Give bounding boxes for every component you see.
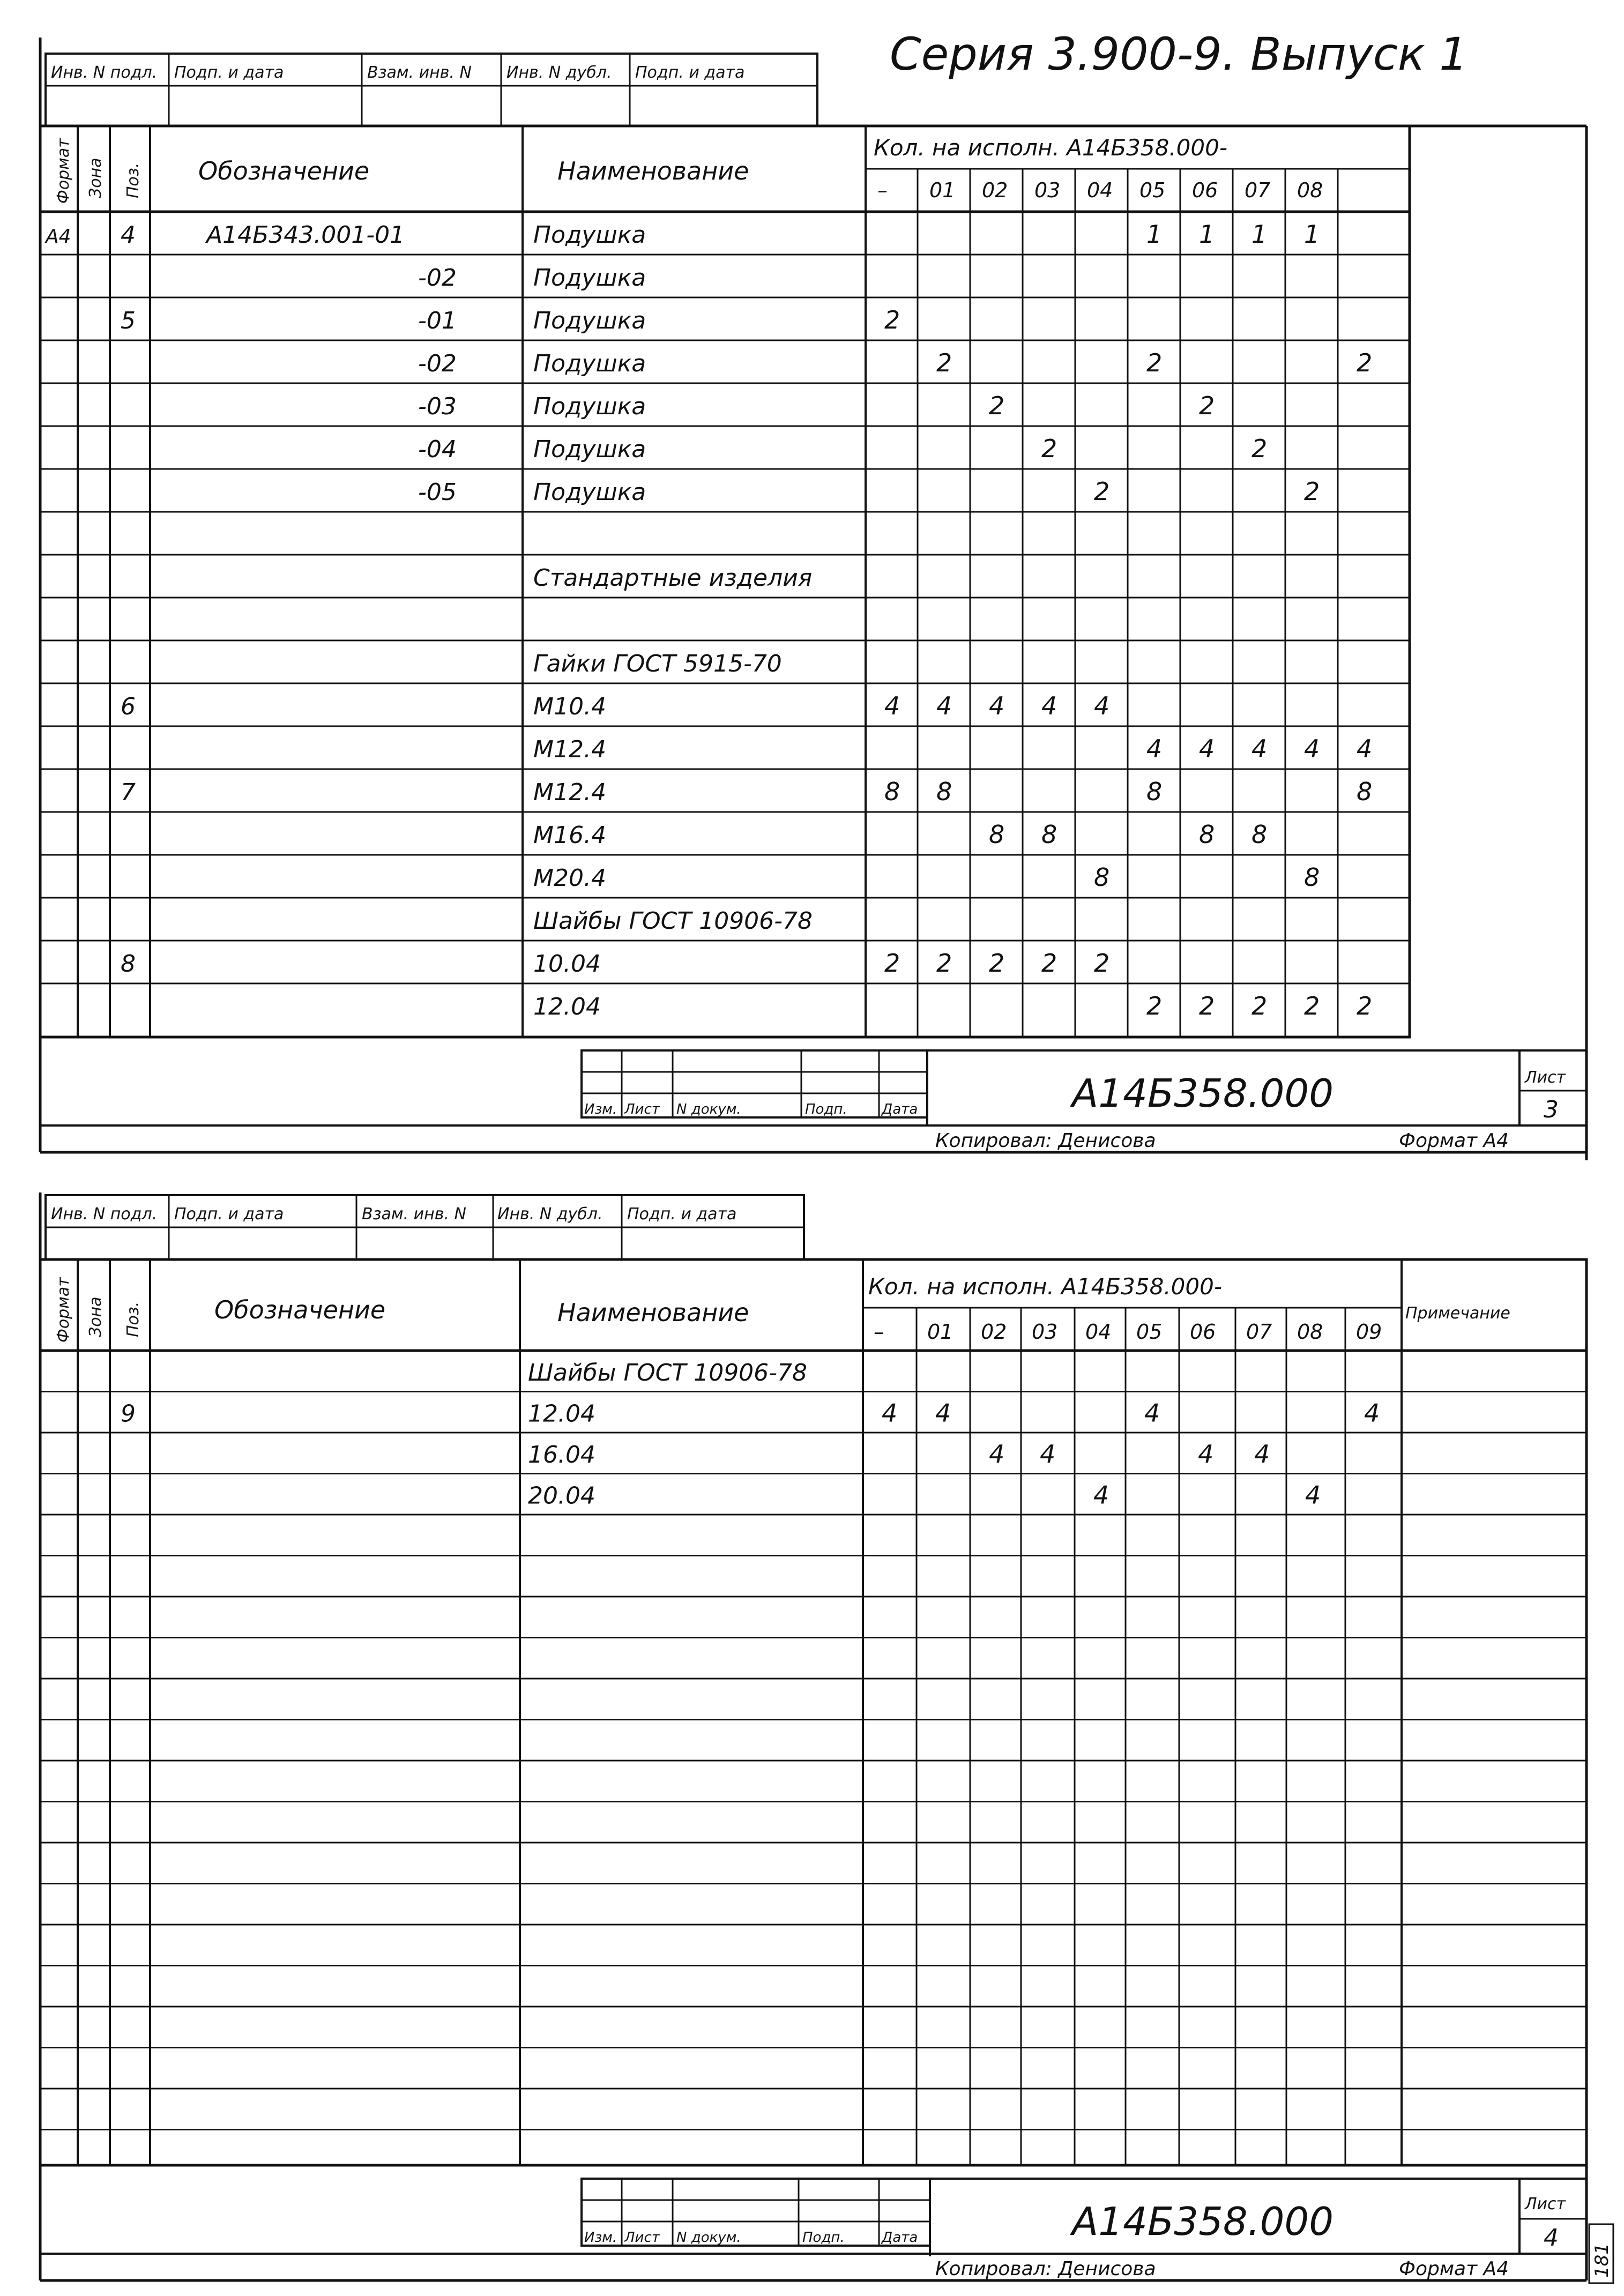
row-name: 16.04 <box>528 1441 595 1468</box>
quantity-cell: 4 <box>989 1440 1005 1468</box>
row-designation: -03 <box>418 393 457 420</box>
document-number: А14Б358.000 <box>1072 1071 1334 1116</box>
zone-column-header: Зона <box>86 1296 105 1337</box>
table-row <box>528 1481 1321 1510</box>
name-column-header: Наименование <box>557 156 749 185</box>
quantity-cell: 4 <box>882 1398 898 1428</box>
row-name: М10.4 <box>533 693 606 720</box>
quantity-group-header: Кол. на исполн. А14Б358.000- <box>874 135 1227 161</box>
row-designation: -05 <box>418 479 457 506</box>
table-row <box>418 264 646 292</box>
header-cell: Инв. N дубл. <box>497 1205 603 1224</box>
variant-header: 07 <box>1246 1320 1272 1344</box>
sheet-number: 3 <box>1544 1096 1559 1123</box>
header-cell: Подп. и дата <box>635 63 745 82</box>
format-label: Формат А4 <box>1399 1130 1509 1152</box>
table-row <box>533 734 1372 763</box>
quantity-cell: 2 <box>1251 434 1268 463</box>
quantity-cell: 4 <box>1305 1480 1321 1510</box>
quantity-cell: 4 <box>1251 734 1268 763</box>
quantity-cell: 1 <box>1146 220 1163 249</box>
pos-column-header: Поз. <box>124 162 143 198</box>
table-row <box>418 348 1372 377</box>
table-row <box>121 949 1109 978</box>
change-label: Изм. <box>584 2230 617 2246</box>
variant-header: 08 <box>1297 178 1323 202</box>
quantity-cell: 4 <box>989 691 1005 720</box>
table-row <box>121 305 900 334</box>
quantity-cell: 4 <box>1040 1440 1056 1468</box>
quantity-cell: 1 <box>1251 220 1268 249</box>
header-cell: Инв. N подл. <box>51 63 158 82</box>
variant-header: 02 <box>981 1320 1007 1344</box>
row-designation: -04 <box>418 436 457 463</box>
pos-column-header: Поз. <box>124 1301 143 1337</box>
quantity-cell: 4 <box>1144 1398 1160 1428</box>
sheet-4 <box>40 1192 1613 2283</box>
row-designation: -01 <box>418 307 457 334</box>
margin-mark: 181 <box>1591 2243 1613 2278</box>
change-label: N докум. <box>676 1101 741 1117</box>
table-row <box>418 477 1320 506</box>
quantity-cell: 4 <box>1364 1398 1380 1428</box>
quantity-cell: 2 <box>936 949 952 978</box>
row-position: 8 <box>121 950 136 978</box>
change-label: Дата <box>882 1101 918 1117</box>
table-row <box>121 1399 1380 1428</box>
quantity-cell: 4 <box>1093 1480 1109 1510</box>
sheet-4-table-body <box>121 1359 1380 1510</box>
quantity-cell: 8 <box>1251 820 1268 849</box>
variant-header: 06 <box>1192 178 1218 202</box>
row-name: Подушка <box>533 436 646 463</box>
quantity-cell: 8 <box>989 820 1005 849</box>
sheet-3-title-block <box>584 1068 1567 1152</box>
row-position: 9 <box>121 1400 136 1428</box>
change-label: Лист <box>624 2230 660 2246</box>
row-position: 6 <box>121 693 136 720</box>
header-cell: Инв. N дубл. <box>506 63 612 82</box>
format-column-header: Формат <box>54 138 73 204</box>
variant-header: 08 <box>1297 1320 1323 1344</box>
table-row <box>533 820 1267 849</box>
variant-header: 02 <box>982 178 1008 202</box>
row-name: М12.4 <box>533 779 606 806</box>
quantity-cell: 8 <box>1304 863 1320 892</box>
change-label: Лист <box>624 1101 660 1117</box>
quantity-cell: 2 <box>884 949 900 978</box>
row-name: Подушка <box>533 350 646 377</box>
quantity-cell: 8 <box>1199 820 1215 849</box>
row-name: М12.4 <box>533 736 606 763</box>
header-cell: Взам. инв. N <box>362 1205 466 1224</box>
row-name: Гайки ГОСТ 5915-70 <box>533 650 782 677</box>
quantity-cell: 4 <box>884 691 900 720</box>
sheet-label: Лист <box>1525 2195 1566 2213</box>
quantity-cell: 1 <box>1304 220 1320 249</box>
variant-header: 03 <box>1034 178 1061 202</box>
quantity-cell: 8 <box>936 777 952 806</box>
quantity-cell: 8 <box>1094 863 1110 892</box>
row-name: Стандартные изделия <box>533 564 813 592</box>
table-row <box>533 863 1320 892</box>
quantity-cell: 4 <box>1146 734 1163 763</box>
quantity-cell: 2 <box>1146 348 1163 377</box>
row-format: А4 <box>46 226 71 248</box>
row-designation: -02 <box>418 264 457 292</box>
sheet-3-header-labels <box>51 63 744 82</box>
quantity-cell: 4 <box>1254 1440 1270 1468</box>
quantity-cell: 8 <box>884 777 900 806</box>
series-title: Серия 3.900-9. Выпуск 1 <box>890 28 1468 80</box>
table-row <box>418 391 1215 420</box>
row-designation: -02 <box>418 350 457 377</box>
variant-header: 09 <box>1356 1320 1382 1344</box>
row-name: 12.04 <box>528 1400 595 1428</box>
variant-header: 05 <box>1139 178 1166 202</box>
quantity-cell: 4 <box>1198 1440 1214 1468</box>
table-row <box>533 564 812 592</box>
table-row <box>418 434 1267 463</box>
designation-column-header: Обозначение <box>198 156 370 185</box>
note-column-header: Примечание <box>1405 1304 1510 1323</box>
document-number: А14Б358.000 <box>1072 2199 1334 2244</box>
table-row <box>121 777 1372 806</box>
quantity-cell: 2 <box>989 391 1005 420</box>
row-name: Подушка <box>533 221 646 249</box>
sheet-4-header-labels <box>51 1205 736 1224</box>
variant-header: 07 <box>1245 178 1271 202</box>
row-name: Подушка <box>533 307 646 334</box>
quantity-cell: 4 <box>936 691 952 720</box>
quantity-cell: 2 <box>1199 992 1215 1020</box>
table-row <box>121 691 1109 720</box>
variant-header: 01 <box>929 178 956 202</box>
row-name: М16.4 <box>533 822 606 849</box>
sheet-3 <box>40 38 1586 1160</box>
header-cell: Подп. и дата <box>174 63 284 82</box>
quantity-cell: 4 <box>1199 734 1215 763</box>
variant-header: – <box>874 1320 884 1344</box>
copied-by: Копировал: Денисова <box>935 2258 1156 2280</box>
quantity-cell: 2 <box>1304 477 1320 506</box>
quantity-cell: 2 <box>1146 992 1163 1020</box>
quantity-cell: 4 <box>1041 691 1057 720</box>
sheet-number: 4 <box>1544 2224 1559 2252</box>
row-name: Шайбы ГОСТ 10906-78 <box>533 907 813 935</box>
quantity-cell: 8 <box>1357 777 1373 806</box>
quantity-cell: 4 <box>1094 691 1110 720</box>
row-name: Подушка <box>533 264 646 292</box>
table-row <box>533 992 1372 1020</box>
quantity-cell: 2 <box>1094 949 1110 978</box>
quantity-cell: 2 <box>1357 992 1373 1020</box>
change-label: Дата <box>882 2230 918 2246</box>
sheet-4-title-block <box>584 2195 1613 2280</box>
quantity-cell: 8 <box>1146 777 1163 806</box>
header-cell: Взам. инв. N <box>367 63 472 82</box>
quantity-cell: 2 <box>1251 992 1268 1020</box>
quantity-cell: 8 <box>1041 820 1057 849</box>
header-cell: Подп. и дата <box>627 1205 737 1224</box>
quantity-cell: 2 <box>1094 477 1110 506</box>
change-label: Подп. <box>802 2230 845 2246</box>
quantity-group-header: Кол. на исполн. А14Б358.000- <box>868 1273 1222 1300</box>
header-cell: Инв. N подл. <box>51 1205 158 1224</box>
variant-header: – <box>877 178 888 202</box>
quantity-cell: 1 <box>1199 220 1215 249</box>
format-label: Формат А4 <box>1399 2258 1509 2280</box>
variant-header: 05 <box>1136 1320 1163 1344</box>
variant-header: 01 <box>927 1320 953 1344</box>
quantity-cell: 4 <box>1304 734 1320 763</box>
name-column-header: Наименование <box>557 1298 749 1327</box>
row-name: Подушка <box>533 479 646 506</box>
quantity-cell: 4 <box>935 1398 951 1428</box>
designation-column-header: Обозначение <box>214 1295 386 1324</box>
format-column-header: Формат <box>54 1277 73 1343</box>
quantity-cell: 2 <box>989 949 1005 978</box>
quantity-cell: 2 <box>936 348 952 377</box>
header-cell: Подп. и дата <box>174 1205 284 1224</box>
row-designation: А14Б343.001-01 <box>206 221 405 249</box>
change-label: N докум. <box>676 2230 741 2246</box>
row-name: Шайбы ГОСТ 10906-78 <box>528 1359 808 1386</box>
row-position: 7 <box>121 779 136 806</box>
row-name: 10.04 <box>533 950 601 978</box>
row-position: 4 <box>121 221 136 249</box>
quantity-cell: 2 <box>1304 992 1320 1020</box>
table-row <box>528 1359 807 1386</box>
quantity-cell: 2 <box>1357 348 1373 377</box>
table-row <box>533 650 782 677</box>
row-name: М20.4 <box>533 864 606 892</box>
quantity-cell: 2 <box>1041 434 1057 463</box>
row-name: 20.04 <box>528 1482 595 1510</box>
sheet-label: Лист <box>1525 1068 1566 1087</box>
copied-by: Копировал: Денисова <box>935 1130 1156 1152</box>
quantity-cell: 4 <box>1357 734 1373 763</box>
quantity-cell: 2 <box>1199 391 1215 420</box>
table-row <box>528 1440 1270 1468</box>
row-name: 12.04 <box>533 993 601 1020</box>
zone-column-header: Зона <box>86 158 105 198</box>
variant-header: 04 <box>1085 1320 1112 1344</box>
variant-header: 06 <box>1190 1320 1216 1344</box>
row-name: Подушка <box>533 393 646 420</box>
quantity-cell: 2 <box>884 305 900 334</box>
change-label: Изм. <box>584 1101 617 1117</box>
row-position: 5 <box>121 307 136 334</box>
change-label: Подп. <box>805 1101 847 1117</box>
variant-header: 03 <box>1032 1320 1058 1344</box>
quantity-cell: 2 <box>1041 949 1057 978</box>
variant-header: 04 <box>1087 178 1113 202</box>
table-row <box>533 907 813 935</box>
